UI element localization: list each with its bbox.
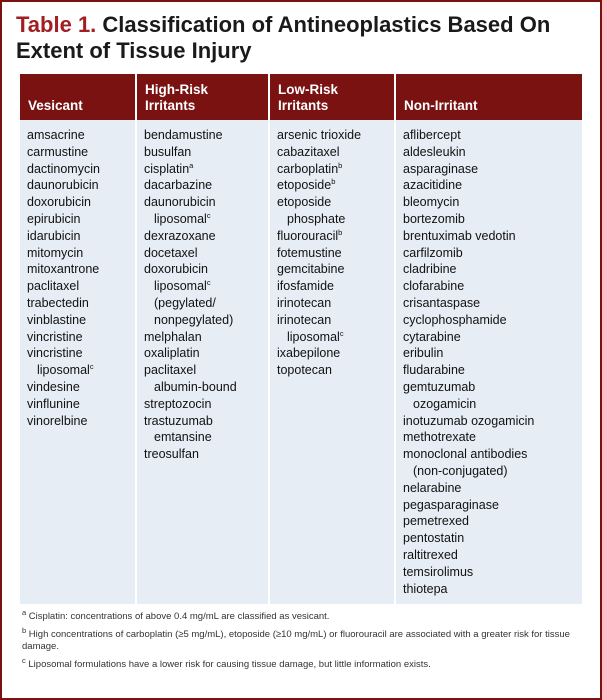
drug-name: dexrazoxane [144,228,216,243]
footnote-marker: b [331,177,336,187]
drug-name: cabazitaxel [277,144,340,159]
header-line: Vesicant [28,98,83,113]
drug-name: clofarabine [403,279,465,294]
drug-item [403,547,582,564]
drug-name: pegasparaginase [403,497,499,512]
footnotes [22,607,582,676]
drug-item [277,345,394,362]
table-header-row [20,74,582,120]
drug-item [27,312,135,329]
drug-item [27,278,135,295]
drug-item [403,463,582,480]
drug-item [277,261,394,278]
drug-name: bendamustine [144,128,223,142]
drug-name: temsirolimus [403,564,474,579]
drug-item [277,127,394,144]
drug-name: monoclonal antibodies [403,447,528,462]
drug-item [277,329,394,346]
footnote-text: Cisplatin: concentrations of above 0.4 mg/mL are classified as vesicant. [26,611,330,622]
drug-name: daunorubicin [27,178,99,193]
drug-name: liposomal [37,363,90,378]
drug-name: ixabepilone [277,346,341,361]
header-high-risk-irritants [137,74,268,120]
footnote-text: Liposomal formulations have a lower risk for causing tissue damage, but little information exists. [25,658,431,670]
drug-item [403,161,582,178]
drug-item [403,312,582,329]
drug-name: gemtuzumab [403,379,476,394]
drug-name: vincristine [27,329,83,344]
drug-item [403,429,582,446]
drug-name: (non-conjugated) [413,463,508,478]
drug-name: treosulfan [144,447,199,462]
drug-item [144,127,268,144]
table-title-text: Classification of Antineoplastics Based On Extent of Tissue Injury [16,12,551,63]
footnote [22,607,582,624]
drug-name: fludarabine [403,363,465,378]
drug-name: (pegylated/ [154,295,216,310]
drug-name: fotemustine [277,245,342,260]
drug-item [403,295,582,312]
drug-name: paclitaxel [27,279,80,294]
drug-item [403,329,582,346]
drug-item [403,261,582,278]
footnote-mark: b [22,625,27,635]
drug-name: epirubicin [27,211,81,226]
drug-item [144,446,268,463]
drug-item [27,177,135,194]
drug-name: aldesleukin [403,144,466,159]
drug-name: irinotecan [277,312,332,327]
drug-name: aflibercept [403,128,461,142]
footnote-marker: a [189,160,194,170]
drug-item [144,261,268,278]
drug-name: phosphate [287,211,346,226]
drug-item [144,345,268,362]
drug-item [27,161,135,178]
drug-item [403,345,582,362]
drug-item [144,295,268,312]
drug-item [403,127,582,144]
drug-name: pentostatin [403,531,465,546]
drug-item [277,295,394,312]
drug-name: albumin-bound [154,379,237,394]
drug-item [403,564,582,581]
drug-name: busulfan [144,144,192,159]
drug-item [277,194,394,211]
drug-item [144,396,268,413]
drug-item [277,144,394,161]
drug-name: dactinomycin [27,161,100,176]
drug-item [27,362,135,379]
drug-item [144,194,268,211]
drug-item [403,379,582,396]
drug-item [403,581,582,598]
table-title [16,12,592,64]
drug-item [27,211,135,228]
drug-name: oxaliplatin [144,346,200,361]
drug-name: pemetrexed [403,514,470,529]
drug-name: trastuzumab [144,413,213,428]
drug-item [277,362,394,379]
drug-name: liposomal [154,211,207,226]
header-line: Irritants [145,98,196,113]
drug-item [144,245,268,262]
drug-item [144,278,268,295]
drug-item [403,480,582,497]
footnote-text: High concentrations of carboplatin (≥5 mg/mL), etoposide (≥10 mg/mL) or fluorouracil are associated with a greater risk for tissue damage. [22,628,570,652]
drug-name: liposomal [154,279,207,294]
drug-name: bleomycin [403,195,460,210]
drug-item [403,278,582,295]
column-low-risk-irritants [270,127,394,379]
drug-item [403,396,582,413]
drug-item [144,161,268,178]
drug-name: cladribine [403,262,457,277]
drug-item [144,329,268,346]
drug-name: crisantaspase [403,295,481,310]
drug-item [144,362,268,379]
header-non-irritant [396,74,582,120]
drug-item [403,194,582,211]
drug-item [403,362,582,379]
drug-name: methotrexate [403,430,476,445]
drug-item [403,513,582,530]
drug-item [144,379,268,396]
drug-name: ifosfamide [277,279,334,294]
drug-item [27,413,135,430]
drug-item [144,211,268,228]
drug-item [27,379,135,396]
drug-item [403,228,582,245]
drug-item [27,295,135,312]
drug-item [27,345,135,362]
drug-name: etoposide [277,178,332,193]
footnote [22,655,582,672]
drug-item [277,312,394,329]
drug-item [27,144,135,161]
header-line: Irritants [278,98,329,113]
drug-name: docetaxel [144,245,198,260]
drug-name: dacarbazine [144,178,213,193]
footnote-marker: b [338,160,343,170]
drug-item [27,329,135,346]
footnote-marker: c [206,210,211,220]
footnote-marker: b [338,227,343,237]
drug-name: carboplatin [277,161,339,176]
drug-name: daunorubicin [144,195,216,210]
drug-item [277,161,394,178]
drug-name: idarubicin [27,228,81,243]
drug-name: gemcitabine [277,262,345,277]
header-line: Non-Irritant [404,98,478,113]
footnote-mark: c [22,655,26,665]
drug-name: inotuzumab ozogamicin [403,413,535,428]
drug-name: topotecan [277,363,332,378]
drug-item [144,312,268,329]
drug-name: nelarabine [403,480,462,495]
column-vesicant [20,127,135,429]
drug-name: irinotecan [277,295,332,310]
footnote-mark: a [22,607,27,617]
drug-name: fluorouracil [277,228,339,243]
footnote [22,625,582,654]
drug-name: cisplatin [144,161,190,176]
drug-name: asparaginase [403,161,479,176]
drug-item [27,127,135,144]
drug-name: cyclophosphamide [403,312,507,327]
column-non-irritant [396,127,582,597]
footnote-marker: c [89,362,94,371]
drug-name: doxorubicin [27,195,91,210]
drug-name: vincristine [27,346,83,361]
drug-item [403,211,582,228]
drug-name: liposomal [287,329,340,344]
header-label [404,98,478,114]
drug-name: mitomycin [27,245,84,260]
drug-name: carfilzomib [403,245,463,260]
drug-name: etoposide [277,195,332,210]
drug-name: paclitaxel [144,363,197,378]
drug-name: vinblastine [27,312,87,327]
drug-name: streptozocin [144,396,212,411]
table-number: Table 1. [16,12,97,37]
drug-item [403,144,582,161]
drug-item [27,228,135,245]
drug-name: vinflunine [27,396,80,411]
drug-item [277,211,394,228]
drug-name: bortezomib [403,211,465,226]
drug-name: brentuximab vedotin [403,228,516,243]
drug-item [403,497,582,514]
drug-item [144,429,268,446]
drug-name: vindesine [27,379,80,394]
drug-name: vinorelbine [27,413,88,428]
drug-name: mitoxantrone [27,262,100,277]
header-line: Low-Risk [278,82,339,97]
footnote-marker: c [339,328,344,338]
drug-item [403,413,582,430]
drug-item [144,228,268,245]
drug-name: nonpegylated) [154,312,234,327]
drug-item [27,245,135,262]
drug-item [403,530,582,547]
drug-name: ozogamicin [413,396,477,411]
drug-item [277,245,394,262]
header-label [28,98,83,114]
drug-item [144,177,268,194]
classification-table [20,74,582,604]
header-line: High-Risk [145,82,209,97]
drug-name: cytarabine [403,329,461,344]
drug-name: doxorubicin [144,262,208,277]
header-low-risk-irritants [270,74,394,120]
drug-name: raltitrexed [403,547,458,562]
drug-name: azacitidine [403,178,463,193]
drug-name: eribulin [403,346,444,361]
drug-item [277,177,394,194]
footnote-marker: c [206,278,211,288]
drug-name: trabectedin [27,295,89,310]
drug-item [403,245,582,262]
drug-name: carmustine [27,144,89,159]
drug-item [144,144,268,161]
drug-item [27,396,135,413]
drug-item [27,194,135,211]
drug-name: emtansine [154,430,212,445]
drug-item [277,228,394,245]
column-high-risk-irritants [137,127,268,463]
header-label [278,82,338,114]
drug-name: thiotepa [403,581,448,596]
drug-item [27,261,135,278]
drug-item [403,446,582,463]
drug-item [403,177,582,194]
drug-name: arsenic trioxide [277,128,362,142]
drug-name: melphalan [144,329,202,344]
drug-item [144,413,268,430]
drug-name: amsacrine [27,128,85,142]
drug-item [277,278,394,295]
header-vesicant [20,74,135,120]
header-label [145,82,208,114]
